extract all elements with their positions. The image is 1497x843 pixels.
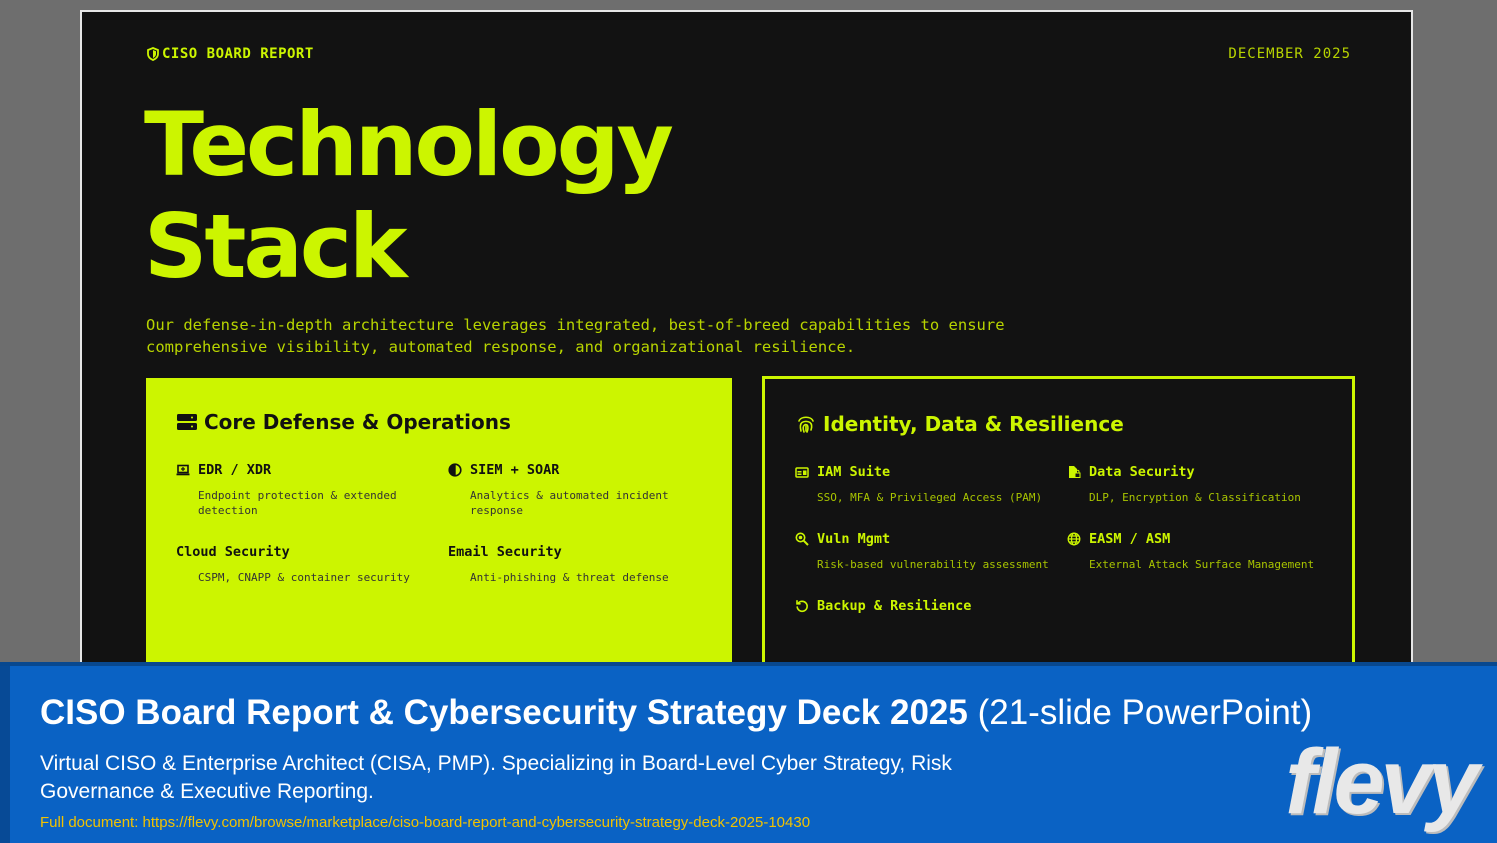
globe-icon xyxy=(1067,532,1081,546)
panel-title xyxy=(795,412,1322,436)
panel-title xyxy=(176,410,702,434)
capability-heading xyxy=(795,598,1067,614)
capability-name: IAM Suite xyxy=(817,464,891,480)
id-card-icon xyxy=(795,465,809,479)
capability-desc: Risk-based vulnerability assessment xyxy=(817,558,1049,571)
capability-heading xyxy=(795,464,1067,480)
document-banner xyxy=(0,662,1497,843)
capability-name: Backup & Resilience xyxy=(817,598,972,614)
capability-heading xyxy=(176,462,448,478)
capability-item xyxy=(795,531,1067,572)
shield-icon xyxy=(146,47,160,61)
slide-title xyxy=(144,94,671,298)
capability-grid xyxy=(795,464,1322,624)
capability-heading xyxy=(795,531,1067,547)
capability-desc: SSO, MFA & Privileged Access (PAM) xyxy=(817,491,1043,504)
panel-title-text: Core Defense & Operations xyxy=(204,410,511,434)
capability-desc: Endpoint protection & extended detection xyxy=(198,489,397,517)
capability-desc: Anti-phishing & threat defense xyxy=(470,571,669,584)
capability-item xyxy=(448,544,710,585)
banner-title-suffix: (21-slide PowerPoint) xyxy=(977,693,1313,732)
capability-heading xyxy=(1067,531,1329,547)
core-defense-panel xyxy=(146,378,732,708)
capability-name: Data Security xyxy=(1089,464,1195,480)
capability-name: SIEM + SOAR xyxy=(470,462,560,478)
capability-desc: CSPM, CNAPP & container security xyxy=(198,571,410,584)
capability-item xyxy=(176,462,448,518)
restore-icon xyxy=(795,599,809,613)
capability-item xyxy=(795,464,1067,505)
magnify-bug-icon xyxy=(795,532,809,546)
banner-title-main: CISO Board Report & Cybersecurity Strategy Deck 2025 xyxy=(40,693,968,732)
capability-grid xyxy=(176,462,702,585)
capability-heading xyxy=(448,462,710,478)
file-lock-icon xyxy=(1067,465,1081,479)
server-icon xyxy=(176,413,198,431)
banner-description: Virtual CISO & Enterprise Architect (CISA, PMP). Specializing in Board-Level Cyber Strategy, Risk Governance & Executive Reporting. xyxy=(40,752,952,803)
laptop-icon xyxy=(176,463,190,477)
capability-item xyxy=(448,462,710,518)
capability-name: Email Security xyxy=(448,544,562,560)
capability-heading xyxy=(448,544,710,560)
capability-item xyxy=(1067,531,1329,572)
identity-data-panel xyxy=(762,376,1355,710)
capability-desc: Analytics & automated incident response xyxy=(470,489,669,517)
report-date: DECEMBER 2025 xyxy=(1228,46,1351,62)
slide-subtitle: Our defense-in-depth architecture leverages integrated, best-of-breed capabilities to ensure comprehensive visibility, automated response, and organizational resilience. xyxy=(146,316,1005,356)
report-label xyxy=(146,46,314,62)
fingerprint-icon xyxy=(795,413,817,435)
capability-name: EDR / XDR xyxy=(198,462,272,478)
full-document-link[interactable]: Full document: https://flevy.com/browse/marketplace/ciso-board-report-and-cybersecurity-strategy-deck-2025-10430 xyxy=(40,814,811,831)
capability-desc: DLP, Encryption & Classification xyxy=(1089,491,1301,504)
slide xyxy=(80,10,1413,710)
capability-heading xyxy=(176,544,448,560)
capability-item xyxy=(1067,464,1329,505)
title-line-2: Stack xyxy=(144,195,405,298)
capability-name: Vuln Mgmt xyxy=(817,531,891,547)
report-label-text: CISO BOARD REPORT xyxy=(162,46,314,62)
capability-item xyxy=(795,598,1067,624)
flevy-logo[interactable]: flevy xyxy=(1285,731,1475,833)
panel-title-text: Identity, Data & Resilience xyxy=(823,412,1124,436)
capability-name: Cloud Security xyxy=(176,544,290,560)
half-circle-icon xyxy=(448,463,462,477)
banner-title xyxy=(40,692,1312,734)
capability-item xyxy=(176,544,448,585)
capability-heading xyxy=(1067,464,1329,480)
banner-accent-strip xyxy=(0,666,10,843)
capability-name: EASM / ASM xyxy=(1089,531,1171,547)
capability-desc: External Attack Surface Management xyxy=(1089,558,1315,571)
title-line-1: Technology xyxy=(144,93,671,196)
